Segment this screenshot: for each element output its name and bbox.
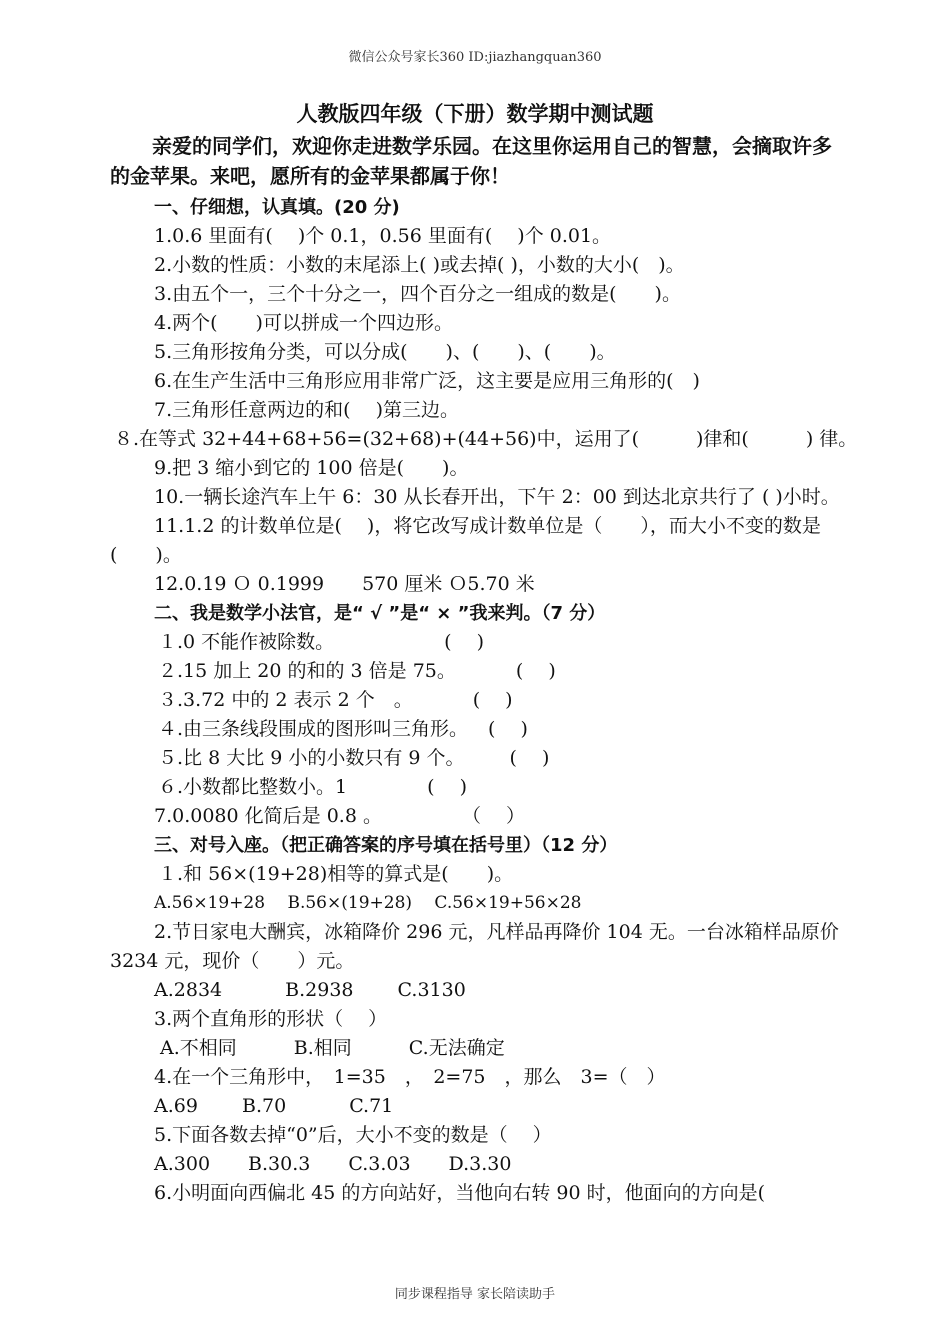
fill-question-5: 5.三角形按角分类，可以分成( )、( )、( )。 (154, 341, 616, 363)
fill-question-3: 3.由五个一，三个十分之一，四个百分之一组成的数是( )。 (154, 283, 681, 305)
judge-question-3 (110, 686, 840, 715)
judge-text: ３.3.72 中的 2 表示 2 个 。 (158, 689, 413, 711)
judge-text: ２.15 加上 20 的和的 3 倍是 75。 (158, 660, 456, 682)
judge-blank: ( ) (427, 776, 468, 798)
judge-text: ６.小数都比整数小。1 (158, 776, 348, 798)
choice-question-3: 3.两个直角形的形状（ ） (154, 1008, 388, 1030)
intro-paragraph: 亲爱的同学们，欢迎你走进数学乐园。在这里你运用自己的智慧，会摘取许多的金苹果。来吧，愿所有的金苹果都属于你！ (110, 134, 832, 188)
choice-4-options: A.69 B.70 C.71 (154, 1095, 394, 1117)
fill-question-8: ８.在等式 32+44+68+56=(32+68)+(44+56)中，运用了( )律和( ) 律。 (114, 428, 858, 450)
choice-3-options: A.不相同 B.相同 C.无法确定 (154, 1037, 505, 1059)
fill-question-7: 7.三角形任意两边的和( )第三边。 (154, 399, 459, 421)
fill-question-9: 9.把 3 缩小到它的 100 倍是( )。 (154, 457, 469, 479)
judge-blank: ( ) (509, 747, 550, 769)
judge-question-4 (110, 715, 840, 744)
judge-blank: ( ) (444, 631, 485, 653)
fill-question-12: 12.0.19 Ｏ 0.1999 570 厘米 Ｏ5.70 米 (154, 573, 535, 595)
page-header: 微信公众号家长360 ID:jiazhangquan360 (348, 50, 602, 65)
section-1-heading: 一、仔细想，认真填。(20 分) (154, 197, 400, 218)
fill-question-10: 10.一辆长途汽车上午 6：30 从长春开出，下午 2：00 到达北京共行了 ( )小时。 (154, 486, 840, 508)
judge-question-2 (110, 657, 840, 686)
judge-question-7 (110, 802, 840, 831)
fill-question-2: 2.小数的性质：小数的末尾添上( )或去掉( )，小数的大小( )。 (154, 254, 685, 276)
choice-question-1: １.和 56×(19+28)相等的算式是( )。 (158, 863, 514, 885)
judge-text: ５.比 8 大比 9 小的小数只有 9 个。 (158, 747, 465, 769)
judge-text: ４.由三条线段围成的图形叫三角形。 (158, 718, 469, 740)
choice-2-options: A.2834 B.2938 C.3130 (154, 979, 466, 1001)
judge-blank: ( ) (515, 660, 556, 682)
choice-1-options: A.56×19+28 B.56×(19+28) C.56×19+56×28 (154, 893, 582, 913)
judge-blank: ( ) (472, 689, 513, 711)
page-title: 人教版四年级（下册）数学期中测试题 (296, 102, 654, 126)
choice-5-options: A.300 B.30.3 C.3.03 D.3.30 (154, 1153, 512, 1175)
judge-blank: （ ） (461, 805, 525, 827)
exam-content (110, 99, 858, 1208)
choice-question-2: 2.节日家电大酬宾，冰箱降价 296 元，凡样品再降价 104 无。一台冰箱样品原价 3234 元，现价（ ）元。 (110, 921, 839, 972)
section-2-heading: 二、我是数学小法官，是“ √ ”是“ × ”我来判。（7 分） (154, 603, 606, 624)
judge-question-1 (110, 628, 840, 657)
fill-question-4: 4.两个( )可以拼成一个四边形。 (154, 312, 453, 334)
fill-question-11: 11.1.2 的计数单位是( )，将它改写成计数单位是（ ），而大小不变的数是( )。 (110, 515, 821, 566)
judge-question-5 (110, 744, 840, 773)
fill-question-1: 1.0.6 里面有( )个 0.1，0.56 里面有( )个 0.01。 (154, 225, 612, 247)
page-footer: 同步课程指导 家长陪读助手 (394, 1287, 556, 1302)
choice-question-6: 6.小明面向西偏北 45 的方向站好，当他向右转 90 时，他面向的方向是( (154, 1182, 766, 1204)
judge-blank: ( ) (488, 718, 528, 740)
judge-question-6 (110, 773, 840, 802)
choice-question-4: 4.在一个三角形中， 1=35 ， 2=75 ，那么 3=（ ） (154, 1066, 666, 1088)
judge-text: １.0 不能作被除数。 (158, 631, 335, 653)
fill-question-6: 6.在生产生活中三角形应用非常广泛，这主要是应用三角形的( ) (154, 370, 700, 392)
judge-text: 7.0.0080 化简后是 0.8 。 (154, 805, 382, 827)
choice-question-5: 5.下面各数去掉“0”后，大小不变的数是（ ） (154, 1124, 552, 1146)
section-3-heading: 三、对号入座。（把正确答案的序号填在括号里）（12 分） (154, 835, 618, 856)
